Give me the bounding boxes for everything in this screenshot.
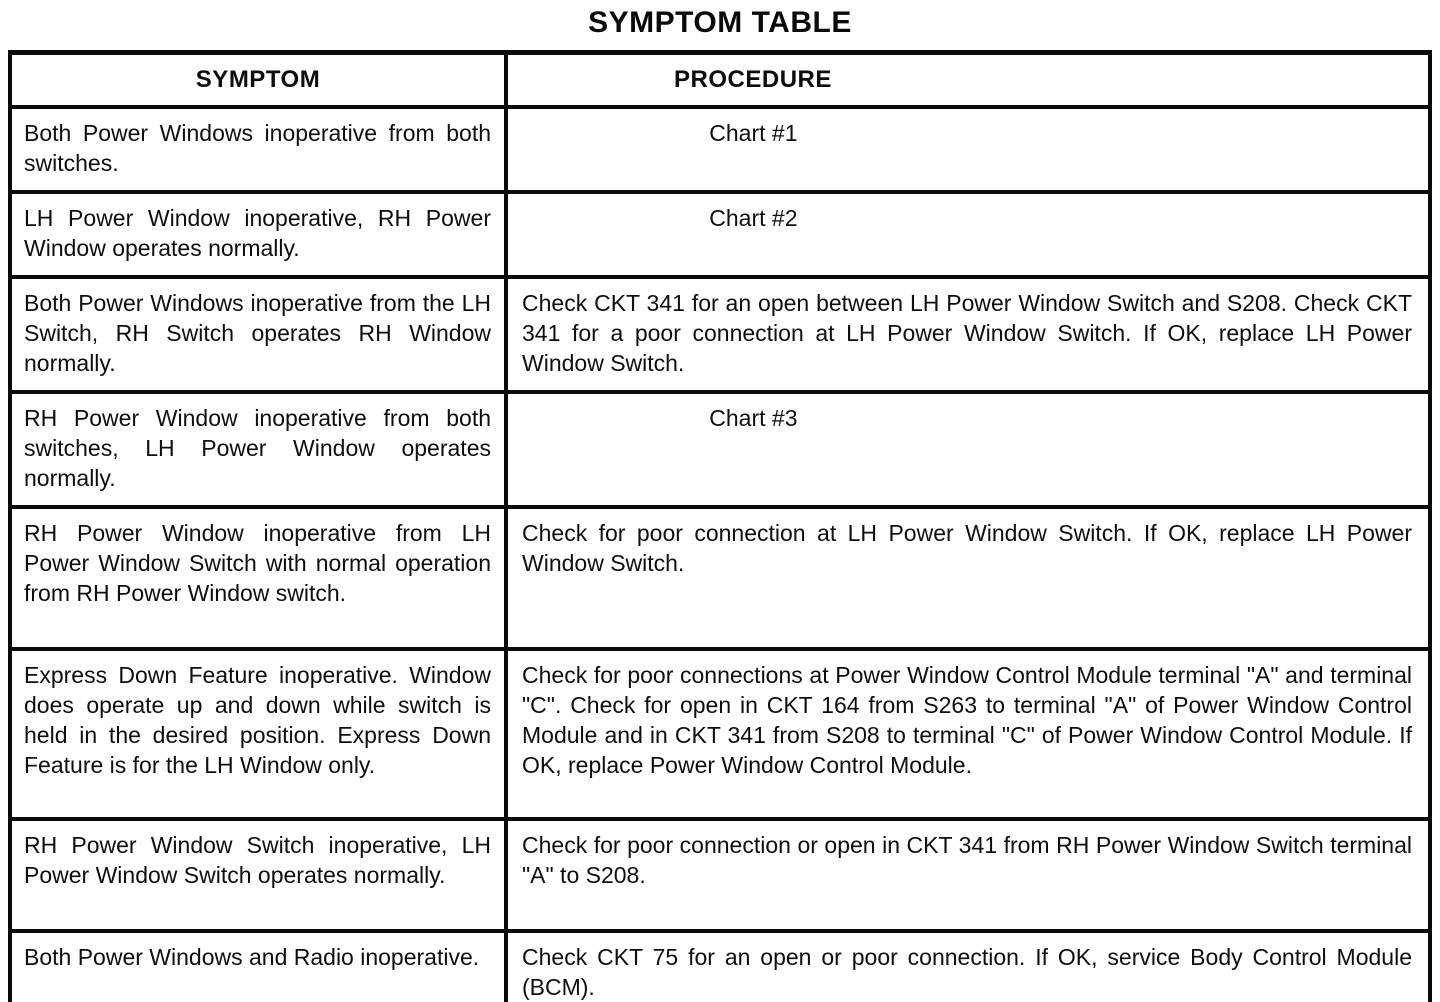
table-row bbox=[10, 931, 1430, 1002]
symptom-column-header bbox=[10, 53, 506, 108]
table-row bbox=[10, 649, 1430, 819]
symptom-cell: RH Power Window Switch inoperative, LH Power Window Switch operates normally. bbox=[10, 819, 506, 931]
chart-reference: Chart #2 bbox=[709, 205, 798, 231]
symptom-header-label: SYMPTOM bbox=[195, 66, 321, 93]
procedure-cell: Check for poor connection at LH Power Window Switch. If OK, replace LH Power Window Switch. bbox=[506, 507, 1430, 649]
page-title: SYMPTOM TABLE bbox=[588, 6, 852, 39]
procedure-column-header bbox=[506, 53, 1430, 108]
symptom-cell: Both Power Windows inoperative from both switches. bbox=[10, 107, 506, 192]
table-row bbox=[10, 277, 1430, 392]
symptom-cell: RH Power Window inoperative from both switches, LH Power Window operates normally. bbox=[10, 392, 506, 507]
procedure-cell: Check for poor connection or open in CKT 341 from RH Power Window Switch terminal "A" to S208. bbox=[506, 819, 1430, 931]
table-row bbox=[10, 107, 1430, 192]
procedure-cell bbox=[506, 192, 1430, 277]
table-row bbox=[10, 392, 1430, 507]
table-row bbox=[10, 192, 1430, 277]
procedure-cell: Check for poor connections at Power Window Control Module terminal "A" and terminal "C". Check for open in CKT 164 from S263 to terminal "A" of Power Window Control Module and in CKT 341 from S208 to terminal "C" of Power Window Control Module. If OK, replace Power Window Control Module. bbox=[506, 649, 1430, 819]
chart-reference: Chart #1 bbox=[709, 120, 798, 146]
procedure-cell bbox=[506, 392, 1430, 507]
symptom-cell: LH Power Window inoperative, RH Power Window operates normally. bbox=[10, 192, 506, 277]
header-row bbox=[10, 53, 1430, 108]
symptom-table bbox=[8, 50, 1432, 1002]
chart-reference: Chart #3 bbox=[709, 405, 798, 431]
table-row bbox=[10, 507, 1430, 649]
table-row bbox=[10, 819, 1430, 931]
symptom-cell: Both Power Windows and Radio inoperative. bbox=[10, 931, 506, 1002]
table-body bbox=[10, 107, 1430, 1002]
table-header bbox=[10, 53, 1430, 108]
procedure-cell: Check CKT 75 for an open or poor connection. If OK, service Body Control Module (BCM). bbox=[506, 931, 1430, 1002]
symptom-cell: Both Power Windows inoperative from the LH Switch, RH Switch operates RH Window normally. bbox=[10, 277, 506, 392]
symptom-cell: Express Down Feature inoperative. Window does operate up and down while switch is held in the desired position. Express Down Feature is for the LH Window only. bbox=[10, 649, 506, 819]
symptom-cell: RH Power Window inoperative from LH Power Window Switch with normal operation from RH Power Window switch. bbox=[10, 507, 506, 649]
procedure-cell bbox=[506, 107, 1430, 192]
procedure-cell: Check CKT 341 for an open between LH Power Window Switch and S208. Check CKT 341 for a poor connection at LH Power Window Switch. If OK, replace LH Power Window Switch. bbox=[506, 277, 1430, 392]
procedure-header-label: PROCEDURE bbox=[674, 66, 832, 93]
